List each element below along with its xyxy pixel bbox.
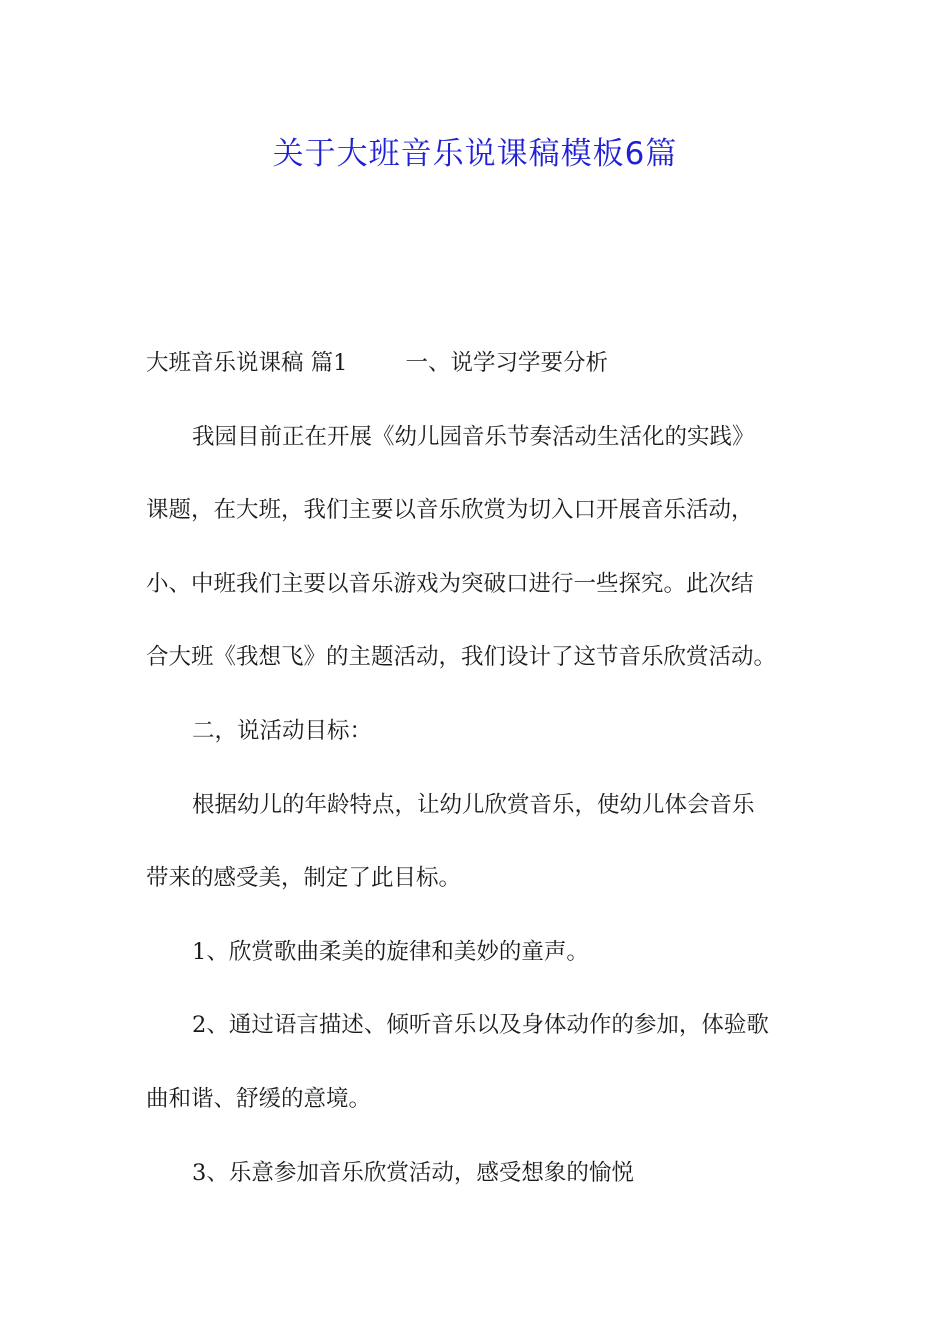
paragraph-line: 3、乐意参加音乐欣赏活动，感受想象的愉悦 [192,1159,634,1186]
paragraph-line: 曲和谐、舒缓的意境。 [146,1085,372,1112]
paragraph-line: 课题，在大班，我们主要以音乐欣赏为切入口开展音乐活动， [146,497,754,524]
document-title: 关于大班音乐说课稿模板6篇 [272,136,678,172]
paragraph-line: 1、欣赏歌曲柔美的旋律和美妙的童声。 [192,938,589,965]
document-body [146,336,814,1219]
paragraph-line: 2、通过语言描述、倾听音乐以及身体动作的参加，体验歌 [192,1012,769,1039]
paragraph-line: 合大班《我想飞》的主题活动，我们设计了这节音乐欣赏活动。 [146,644,777,671]
subsection-heading: 一、说学习学要分析 [405,350,608,376]
paragraph-line [146,336,814,391]
section-heading: 大班音乐说课稿 篇1 [146,350,348,376]
paragraph-line: 小、中班我们主要以音乐游戏为突破口进行一些探究。此次结 [146,570,754,597]
paragraph-line: 根据幼儿的年龄特点，让幼儿欣赏音乐，使幼儿体会音乐 [192,791,755,818]
paragraph-line: 我园目前正在开展《幼儿园音乐节奏活动生活化的实践》 [192,423,755,450]
paragraph-line: 二，说活动目标： [192,717,373,744]
paragraph-line: 带来的感受美，制定了此目标。 [146,865,462,892]
